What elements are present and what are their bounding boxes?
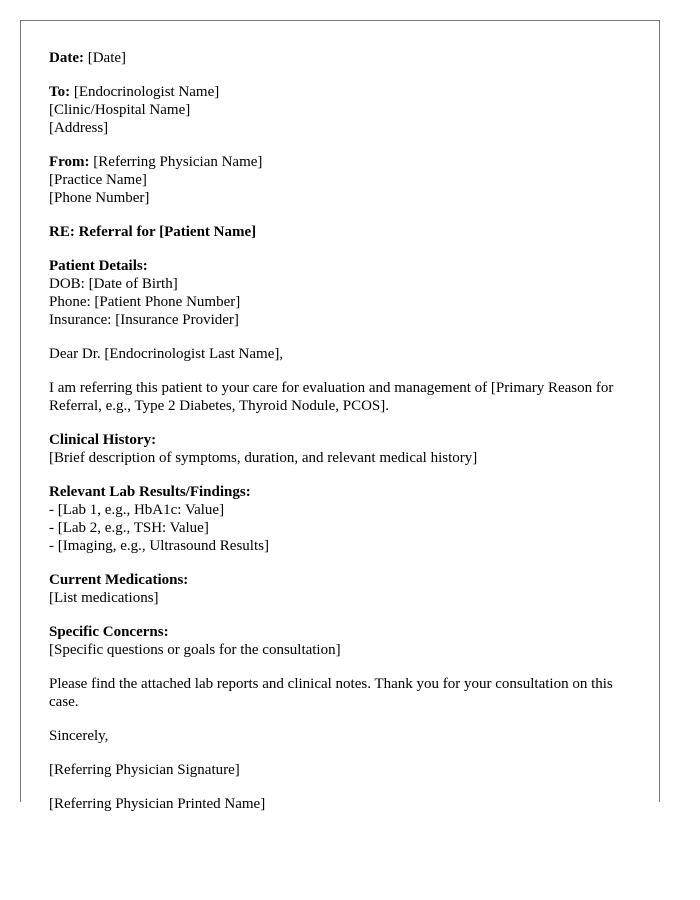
lab-item: - [Imaging, e.g., Ultrasound Results] <box>49 538 269 554</box>
intro-paragraph: I am referring this patient to your care for evaluation and management of [Primary Reason for Referral, e.g., Type 2 Diabetes, Thyroid Nodule, PCOS]. <box>49 380 614 414</box>
letter-page <box>20 20 660 812</box>
intro-section <box>49 379 633 415</box>
re-section <box>49 223 633 241</box>
concerns-heading: Specific Concerns: <box>49 624 169 640</box>
patient-phone: Phone: [Patient Phone Number] <box>49 294 241 310</box>
signoff-section <box>49 727 633 745</box>
clinical-history-text: [Brief description of symptoms, duration, and relevant medical history] <box>49 450 478 466</box>
to-section <box>49 83 633 137</box>
date-section <box>49 49 633 67</box>
signature-section <box>49 761 633 779</box>
closing-note: Please find the attached lab reports and clinical notes. Thank you for your consultation on this case. <box>49 676 613 710</box>
concerns-section <box>49 623 633 659</box>
patient-insurance: Insurance: [Insurance Provider] <box>49 312 239 328</box>
concerns-text: [Specific questions or goals for the consultation] <box>49 642 341 658</box>
medications-section <box>49 571 633 607</box>
patient-dob: DOB: [Date of Birth] <box>49 276 178 292</box>
from-phone: [Phone Number] <box>49 190 150 206</box>
from-practice: [Practice Name] <box>49 172 147 188</box>
clinical-history-heading: Clinical History: <box>49 432 157 448</box>
printed-name-section <box>49 795 633 813</box>
clinical-history-section <box>49 431 633 467</box>
date-value: [Date] <box>87 50 127 66</box>
salutation-section <box>49 345 633 363</box>
lab-item: - [Lab 1, e.g., HbA1c: Value] <box>49 502 225 518</box>
patient-details-section <box>49 257 633 329</box>
letter-body <box>49 49 633 829</box>
re-line: RE: Referral for [Patient Name] <box>49 224 257 240</box>
medications-text: [List medications] <box>49 590 159 606</box>
to-address: [Address] <box>49 120 109 136</box>
closing-note-section <box>49 675 633 711</box>
labs-heading: Relevant Lab Results/Findings: <box>49 484 251 500</box>
labs-section <box>49 483 633 555</box>
to-clinic: [Clinic/Hospital Name] <box>49 102 191 118</box>
from-section <box>49 153 633 207</box>
signoff: Sincerely, <box>49 728 109 744</box>
lab-item: - [Lab 2, e.g., TSH: Value] <box>49 520 209 536</box>
patient-details-heading: Patient Details: <box>49 258 148 274</box>
to-name: [Endocrinologist Name] <box>73 84 220 100</box>
from-label: From: <box>49 154 90 170</box>
medications-heading: Current Medications: <box>49 572 189 588</box>
salutation: Dear Dr. [Endocrinologist Last Name], <box>49 346 284 362</box>
printed-name: [Referring Physician Printed Name] <box>49 796 266 812</box>
signature: [Referring Physician Signature] <box>49 762 240 778</box>
date-label: Date: <box>49 50 84 66</box>
to-label: To: <box>49 84 71 100</box>
from-name: [Referring Physician Name] <box>93 154 263 170</box>
